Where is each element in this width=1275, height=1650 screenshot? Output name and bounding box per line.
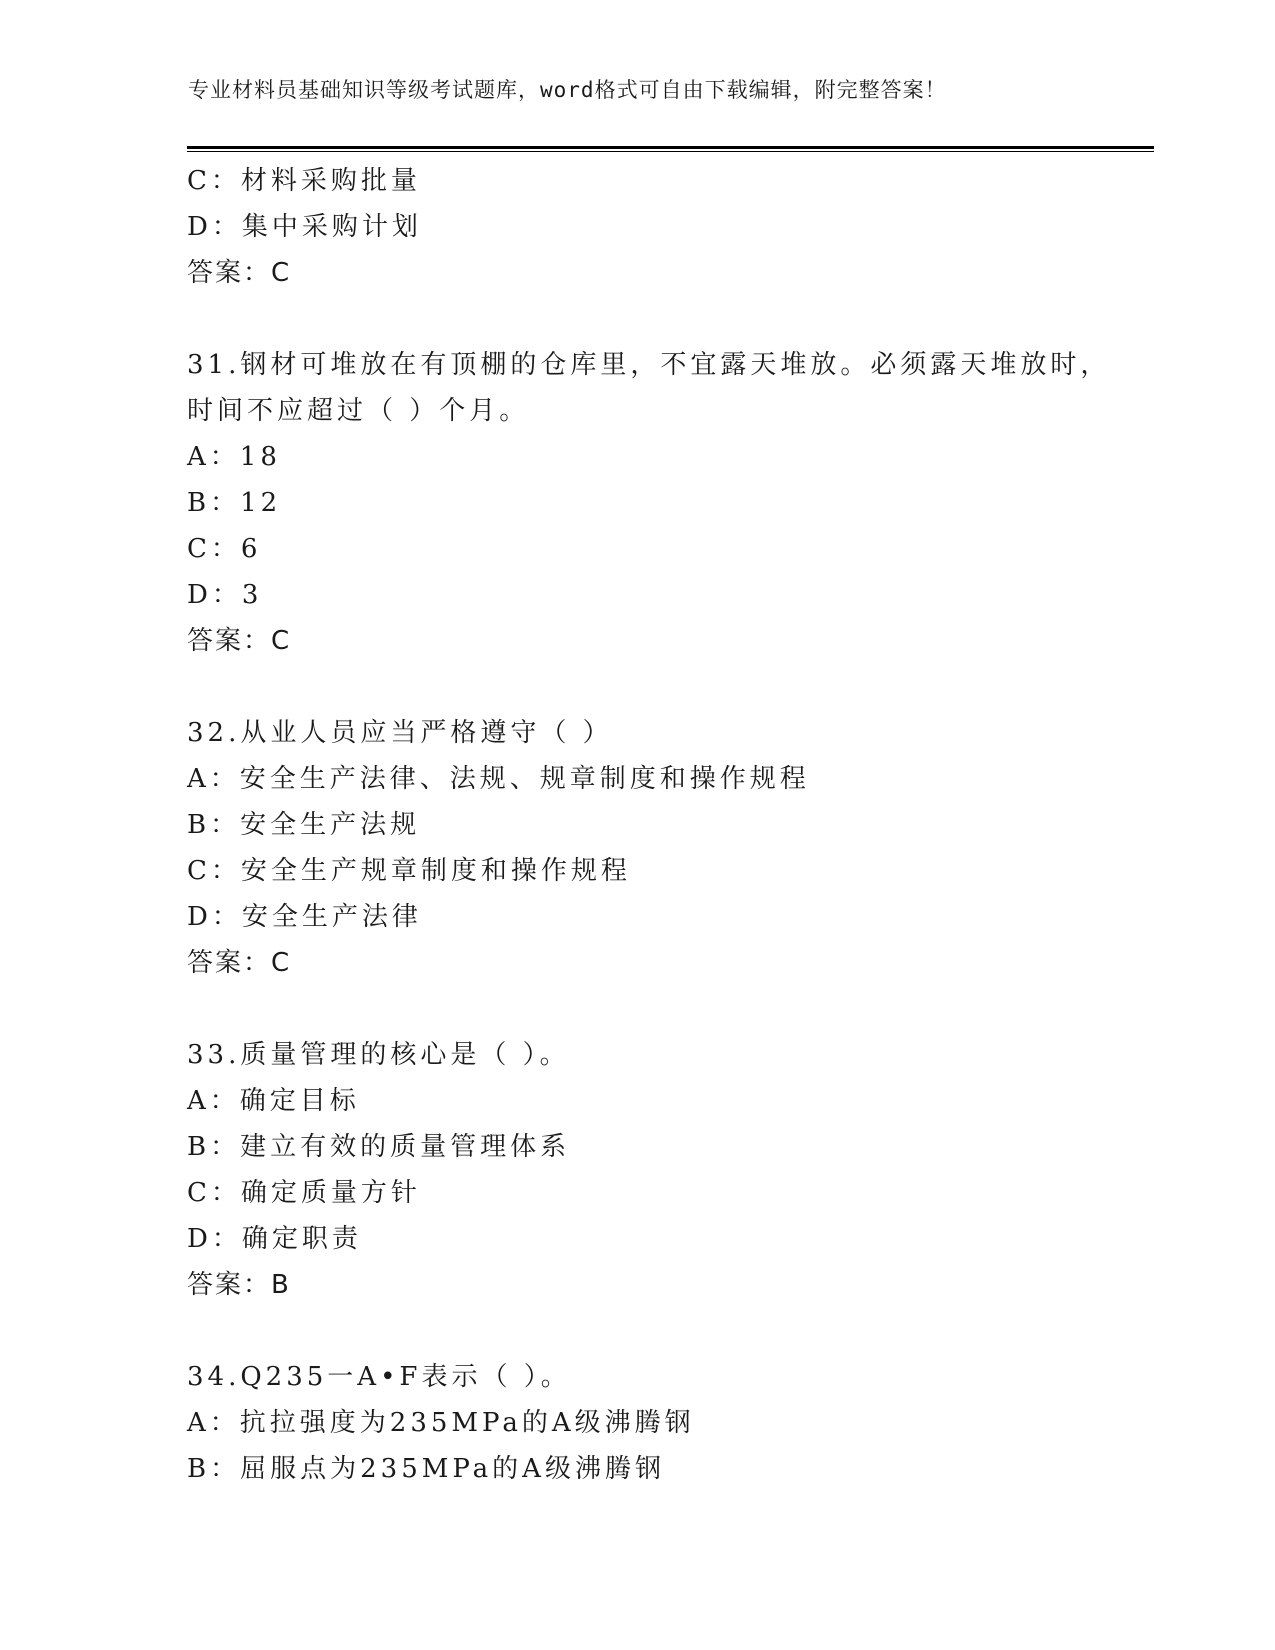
page-header: 专业材料员基础知识等级考试题库，word格式可自由下载编辑，附完整答案！	[188, 78, 947, 102]
spacer	[187, 296, 1147, 342]
option-c: C：确定质量方针	[187, 1178, 421, 1208]
answer-line: 答案：C	[187, 258, 292, 288]
spacer	[187, 1308, 1147, 1354]
spacer	[187, 986, 1147, 1032]
answer-line: 答案：C	[187, 948, 292, 978]
option-a: A：18	[187, 442, 281, 472]
option-b: B：12	[187, 488, 282, 518]
header-rule-thin	[187, 151, 1154, 152]
option-b: B：屈服点为235MPa的A级沸腾钢	[187, 1454, 665, 1484]
option-a: A：安全生产法律、法规、规章制度和操作规程	[187, 764, 810, 794]
option-a: A：确定目标	[187, 1086, 360, 1116]
answer-line: 答案：C	[187, 626, 292, 656]
option-b: B：安全生产法规	[187, 810, 421, 840]
question-stem: 31.钢材可堆放在有顶棚的仓库里，不宜露天堆放。必须露天堆放时，	[187, 350, 1111, 380]
spacer	[187, 664, 1147, 710]
option-d: D：3	[187, 580, 263, 610]
question-30-continued	[187, 158, 1147, 296]
option-d: D：确定职责	[187, 1224, 362, 1254]
question-34	[187, 1354, 1147, 1492]
question-32	[187, 710, 1147, 986]
header-rule-thick	[187, 146, 1154, 149]
question-list	[187, 158, 1147, 1492]
question-stem: 时间不应超过（ ）个月。	[187, 396, 530, 426]
option-c: C：安全生产规章制度和操作规程	[187, 856, 631, 886]
option-a: A：抗拉强度为235MPa的A级沸腾钢	[187, 1408, 695, 1438]
question-stem: 32.从业人员应当严格遵守（ ）	[187, 718, 613, 748]
option-c: C：6	[187, 534, 262, 564]
option-d: D：安全生产法律	[187, 902, 422, 932]
answer-line: 答案：B	[187, 1270, 291, 1300]
option-b: B：建立有效的质量管理体系	[187, 1132, 571, 1162]
option-c: C：材料采购批量	[187, 166, 421, 196]
question-stem: 34.Q235一A•F表示（ ）。	[187, 1362, 571, 1392]
question-stem: 33.质量管理的核心是（ ）。	[187, 1040, 570, 1070]
question-33	[187, 1032, 1147, 1308]
option-d: D：集中采购计划	[187, 212, 422, 242]
question-31	[187, 342, 1147, 664]
